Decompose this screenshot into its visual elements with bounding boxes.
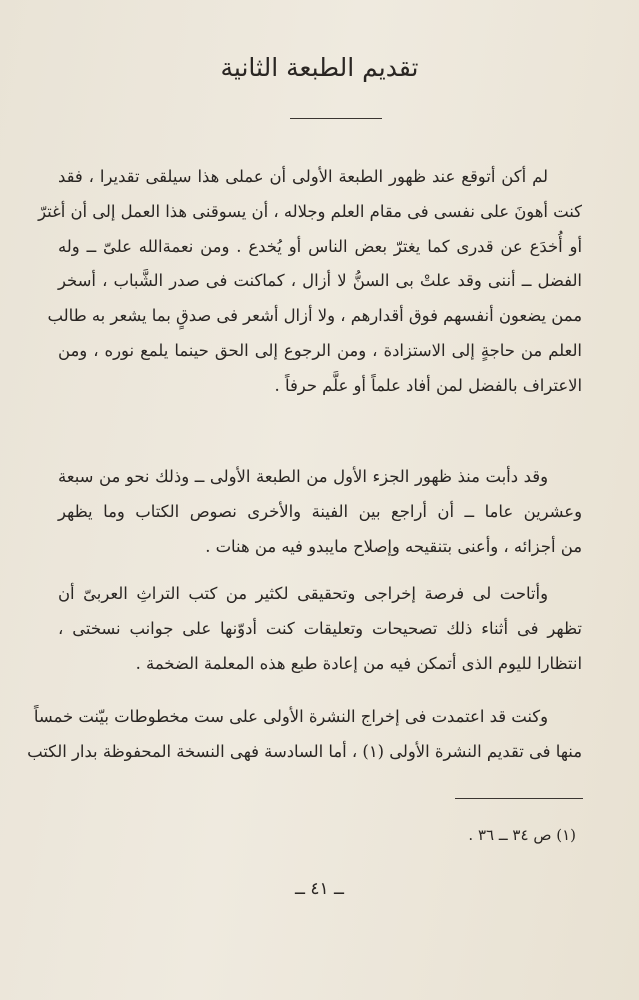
paragraph-2 [58,460,582,564]
paragraph-line: كنت أهونَ على نفسى فى مقام العلم وجلاله ، أن يسوقنى هذا العمل إلى أن أغترّ [38,201,582,221]
paragraph-line: الاعتراف بالفضل لمن أفاد علماً أو علَّم حرفاً . [274,375,582,395]
paragraph-line: أو أُخدَع عن قدرى كما يغترّ بعض الناس أو يُخدع . ومن نعمةالله علىّ ــ وله [58,236,582,256]
paragraph-4 [27,700,582,770]
paragraph-line: لم أكن أتوقع عند ظهور الطبعة الأولى أن عملى هذا سيلقى تقديرا ، فقد [58,167,548,186]
paragraph-line: ممن يضعون أنفسهم فوق أقدارهم ، ولا أزال أشعر فى صدقٍ بما يشعر به طالب [47,306,582,326]
paragraph-line: منها فى تقديم النشرة الأولى (١) ، أما السادسة فهى النسخة المحفوظة بدار الكتب [27,741,582,761]
page-title: تقديم الطبعة الثانية [220,53,419,82]
paragraph-line: وقد دأبت منذ ظهور الجزء الأول من الطبعة الأولى ــ وذلك نحو من سبعة [58,467,548,486]
paragraph-3 [58,577,582,681]
paragraph-line: الفضل ــ أننى وقد علتْ بى السنُّ لا أزال ، كماكنت فى صدر الشَّباب ، أسخر [58,271,582,291]
paragraph-line: انتظارا لليوم الذى أتمكن فيه من إعادة طبع هذه المعلمة الضخمة . [135,653,582,673]
paragraph-1 [38,160,582,404]
page-number: ــ ٤١ ــ [294,879,344,899]
footnote: (١) ص ٣٤ ــ ٣٦ . [468,826,576,844]
paragraph-line: من أجزائه ، وأعنى بتنقيحه وإصلاح مايبدو فيه من هنات . [205,536,582,556]
paragraph-line: وكنت قد اعتمدت فى إخراج النشرة الأولى على ست مخطوطات بيّنت خمساً [33,707,548,726]
paragraph-line: تظهر فى أثناء ذلك تصحيحات وتعليقات كنت أدوّنها على جوانب نسختى ، [58,618,582,638]
title-underline [290,118,382,119]
paragraph-line: وعشرين عاما ــ أن أراجع بين الفينة والأخرى نصوص الكتاب وما يظهر [58,501,582,521]
paragraph-line: وأتاحت لى فرصة إخراجى وتحقيقى لكثير من كتب التراثِ العربىّ أن [58,584,548,603]
footnote-separator [455,798,583,799]
paragraph-line: العلم من حاجةٍ إلى الاستزادة ، ومن الرجوع إلى الحق حينما يلمع نوره ، ومن [58,340,582,360]
